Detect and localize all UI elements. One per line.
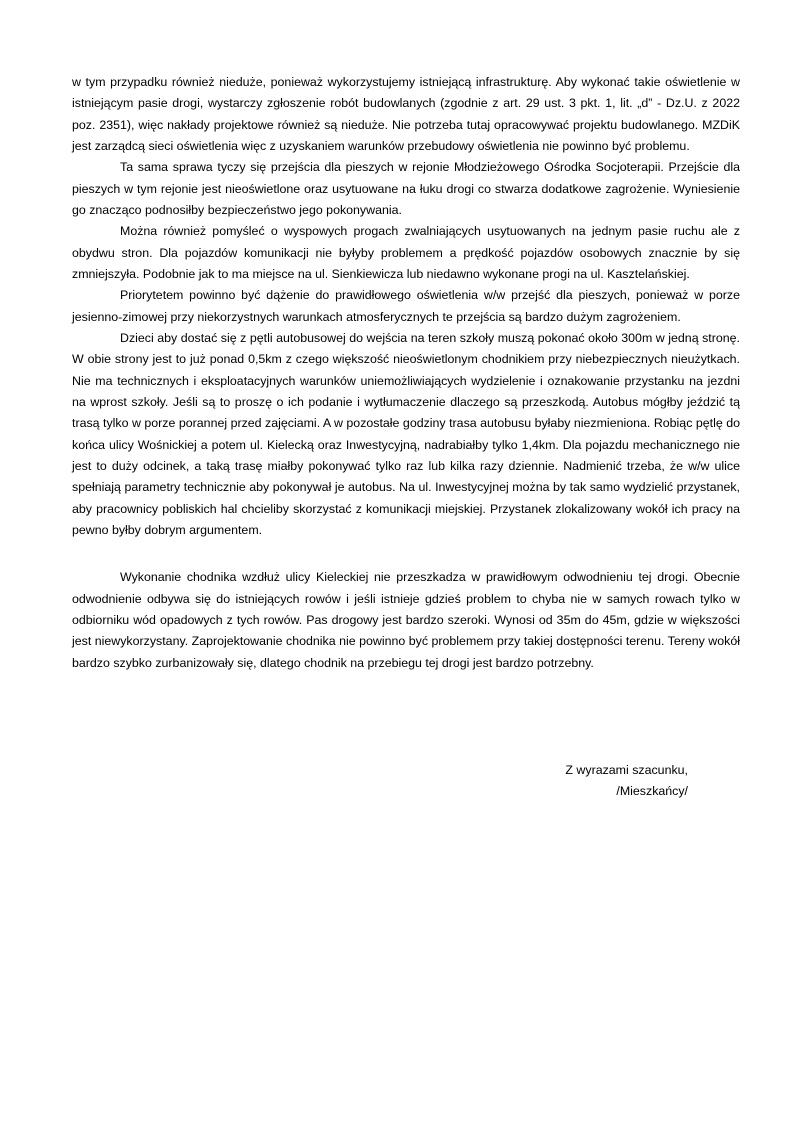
paragraph-5: Dzieci aby dostać się z pętli autobusowej do wejścia na teren szkoły muszą pokonać około 300m w jedną stronę. W obie strony jest to już ponad 0,5km z czego większość nieoświetlonym chodnikiem przy niebezpiecznych nieużytkach. Nie ma technicznych i eksploatacyjnych warunków uniemożliwiających wydzielenie i oznakowanie przystanku na jezdni na wprost szkoły. Jeśli są to proszę o ich podanie i wytłumaczenie dlaczego są przeszkodą. Autobus mógłby jeździć tą trasą tylko w porze porannej przed zajęciami. A w pozostałe godziny trasa autobusu byłaby niezmieniona. Robiąc pętlę do końca ulicy Wośnickiej a potem ul. Kielecką oraz Inwestycyjną, nadrabiałby tylko 1,4km. Dla pojazdu mechanicznego nie jest to duży odcinek, a taką trasę miałby pokonywać tylko raz lub kilka razy dziennie. Nadmienić trzeba, że w/w ulice spełniają parametry technicznie aby pokonywał je autobus. Na ul. Inwestycyjnej można by tak samo wydzielić przystanek, aby pracownicy pobliskich hal chcieliby skorzystać z komunikacji miejskiej. Przystanek zlokalizowany wokół ich pracy na pewno byłby dobrym argumentem. (72, 330, 740, 537)
paragraph-4: Priorytetem powinno być dążenie do prawidłowego oświetlenia w/w przejść dla pieszych, ponieważ w porze jesienno-zimowej przy niekorzystnych warunkach atmosferycznych te przejścia są bardzo dużym zagrożeniem. (72, 288, 740, 324)
paragraph-6: Wykonanie chodnika wzdłuż ulicy Kieleckiej nie przeszkadza w prawidłowym odwodnieniu tej drogi. Obecnie odwodnienie odbywa się do istniejących rowów i jeśli istnieje gdzieś problem to chyba nie w samych rowach tylko w odbiorniku wód opadowych z tych rowów. Pas drogowy jest bardzo szeroki. Wynosi od 35m do 45m, gdzie w większości jest niewykorzystany. Zaprojektowanie chodnika nie powinno być problemem przy takiej dostępności terenu. Tereny wokół bardzo szybko zurbanizowały się, dlatego chodnik na przebiegu tej drogi jest bardzo potrzebny. (72, 570, 740, 670)
closing-line-1: Z wyrazami szacunku, (565, 762, 688, 777)
closing-line-2: /Mieszkańcy/ (616, 784, 688, 799)
document-body (72, 72, 740, 803)
paragraph-1: w tym przypadku również nieduże, ponieważ wykorzystujemy istniejącą infrastrukturę. Aby wykonać takie oświetlenie w istniejącym pasie drogi, wystarczy zgłoszenie robót budowlanych (zgodnie z art. 29 ust. 3 pkt. 1, lit. „d” - Dz.U. z 2022 poz. 2351), więc nakłady projektowe również są nieduże. Nie potrzeba tutaj opracowywać projektu budowlanego. MZDiK jest zarządcą sieci oświetlenia więc z uzyskaniem warunków przebudowy oświetlenia nie powinno być problemu. (72, 75, 740, 153)
paragraph-3: Można również pomyśleć o wyspowych progach zwalniających usytuowanych na jednym pasie ruchu ale z obydwu stron. Dla pojazdów komunikacji nie byłyby problemem a prędkość pojazdów osobowych znacznie by się zmniejszyła. Podobnie jak to ma miejsce na ul. Sienkiewicza lub niedawno wykonane progi na ul. Kasztelańskiej. (72, 224, 740, 281)
paragraph-spacer (72, 541, 740, 567)
paragraph-2: Ta sama sprawa tyczy się przejścia dla pieszych w rejonie Młodzieżowego Ośrodka Socjoterapii. Przejście dla pieszych w tym rejonie jest nieoświetlone oraz usytuowane na łuku drogi co stwarza dodatkowe zagrożenie. Wyniesienie go znacząco podnosiłby bezpieczeństwo jego pokonywania. (72, 160, 740, 217)
closing-signature (72, 760, 740, 803)
